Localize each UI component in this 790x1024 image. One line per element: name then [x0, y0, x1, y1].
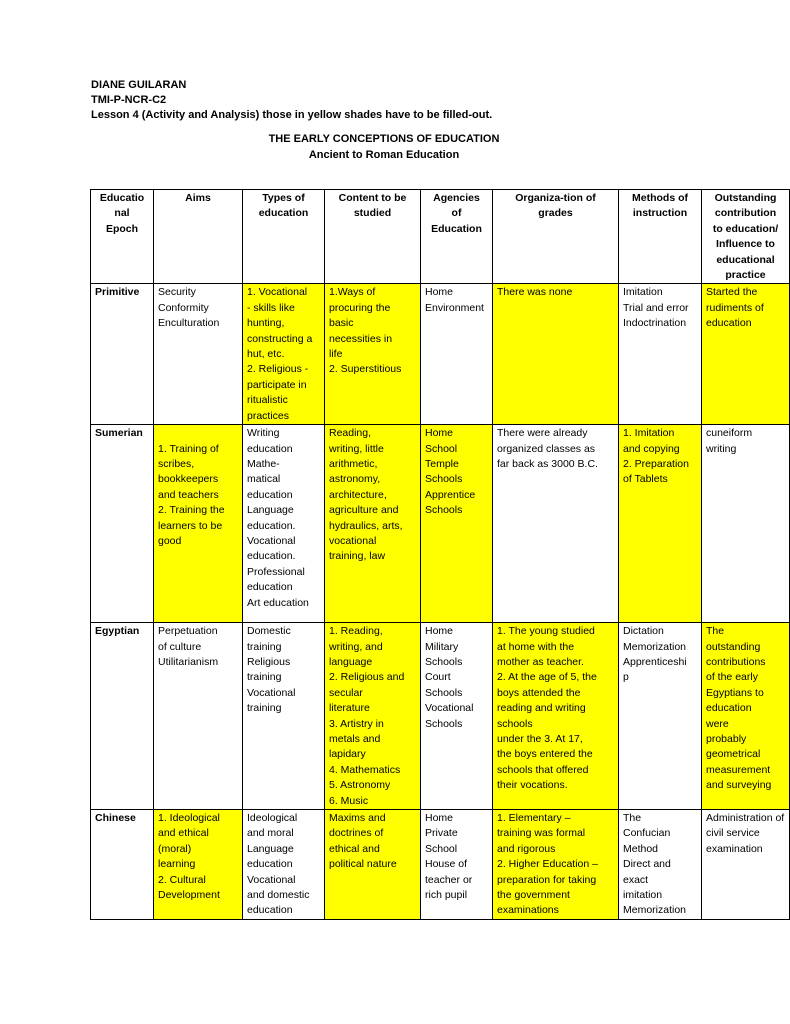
- table-row: [91, 284, 790, 425]
- aims-cell: Perpetuation of culture Utilitarianism: [154, 623, 243, 810]
- table-row: [91, 809, 790, 919]
- methods-cell: Dictation Memorization Apprenticeshi p: [619, 623, 702, 810]
- contribution-cell: The outstanding contributions of the early Egyptians to education were probably geometrical measurement and surveying: [702, 623, 790, 810]
- methods-cell: Imitation Trial and error Indoctrination: [619, 284, 702, 425]
- contribution-cell: Started the rudiments of education: [702, 284, 790, 425]
- course-code: TMI-P-NCR-C2: [91, 94, 167, 106]
- types-cell: 1. Vocational - skills like hunting, constructing a hut, etc. 2. Religious - participate in ritualistic practices: [243, 284, 325, 425]
- organization-cell: 1. Elementary – training was formal and rigorous 2. Higher Education – preparation for taking the government examinations: [493, 809, 619, 919]
- table-row: [91, 623, 790, 810]
- organization-cell: There was none: [493, 284, 619, 425]
- contribution-cell: Administration of civil service examination: [702, 809, 790, 919]
- organization-cell: There were already organized classes as far back as 3000 B.C.: [493, 425, 619, 623]
- methods-cell: The Confucian Method Direct and exact imitation Memorization: [619, 809, 702, 919]
- lesson-line: Lesson 4 (Activity and Analysis) those in yellow shades have to be filled-out.: [91, 109, 493, 121]
- methods-cell: 1. Imitation and copying 2. Preparation of Tablets: [619, 425, 702, 623]
- education-table: [90, 189, 790, 920]
- document-title: THE EARLY CONCEPTIONS OF EDUCATION: [268, 133, 500, 145]
- types-cell: Domestic training Religious training Vocational training: [243, 623, 325, 810]
- header-contribution: Outstanding contribution to education/ Influence to educational practice: [702, 190, 790, 284]
- header-types: Types of education: [243, 190, 325, 284]
- types-cell: Ideological and moral Language education Vocational and domestic education: [243, 809, 325, 919]
- contribution-cell: cuneiform writing: [702, 425, 790, 623]
- header-aims: Aims: [154, 190, 243, 284]
- epoch-cell: Egyptian: [91, 623, 154, 810]
- header-organization: Organiza-tion of grades: [493, 190, 619, 284]
- author-name: DIANE GUILARAN: [91, 79, 187, 91]
- aims-cell: 1. Ideological and ethical (moral) learning 2. Cultural Development: [154, 809, 243, 919]
- content-cell: 1. Reading, writing, and language 2. Religious and secular literature 3. Artistry in metals and lapidary 4. Mathematics 5. Astronomy 6. Music: [325, 623, 421, 810]
- agencies-cell: Home Military Schools Court Schools Vocational Schools: [421, 623, 493, 810]
- epoch-cell: Chinese: [91, 809, 154, 919]
- epoch-cell: Sumerian: [91, 425, 154, 623]
- epoch-cell: Primitive: [91, 284, 154, 425]
- content-cell: Reading, writing, little arithmetic, astronomy, architecture, agriculture and hydraulics, arts, vocational training, law: [325, 425, 421, 623]
- document-header: [91, 78, 492, 123]
- header-methods: Methods of instruction: [619, 190, 702, 284]
- agencies-cell: Home School Temple Schools Apprentice Schools: [421, 425, 493, 623]
- agencies-cell: Home Private School House of teacher or rich pupil: [421, 809, 493, 919]
- table-header-row: [91, 190, 790, 284]
- content-cell: 1.Ways of procuring the basic necessities in life 2. Superstitious: [325, 284, 421, 425]
- content-cell: Maxims and doctrines of ethical and political nature: [325, 809, 421, 919]
- aims-cell: Security Conformity Enculturation: [154, 284, 243, 425]
- agencies-cell: Home Environment: [421, 284, 493, 425]
- organization-cell: 1. The young studied at home with the mother as teacher. 2. At the age of 5, the boys attended the reading and writing schools under the 3. At 17, the boys entered the schools that offered their vocations.: [493, 623, 619, 810]
- header-epoch: Educatio nal Epoch: [91, 190, 154, 284]
- header-agencies: Agencies of Education: [421, 190, 493, 284]
- header-content: Content to be studied: [325, 190, 421, 284]
- table-row: [91, 425, 790, 623]
- aims-cell: 1. Training of scribes, bookkeepers and teachers 2. Training the learners to be good: [154, 425, 243, 623]
- types-cell: Writing education Mathe- matical education Language education. Vocational education. Professional education Art education: [243, 425, 325, 623]
- document-subtitle: Ancient to Roman Education: [308, 149, 460, 161]
